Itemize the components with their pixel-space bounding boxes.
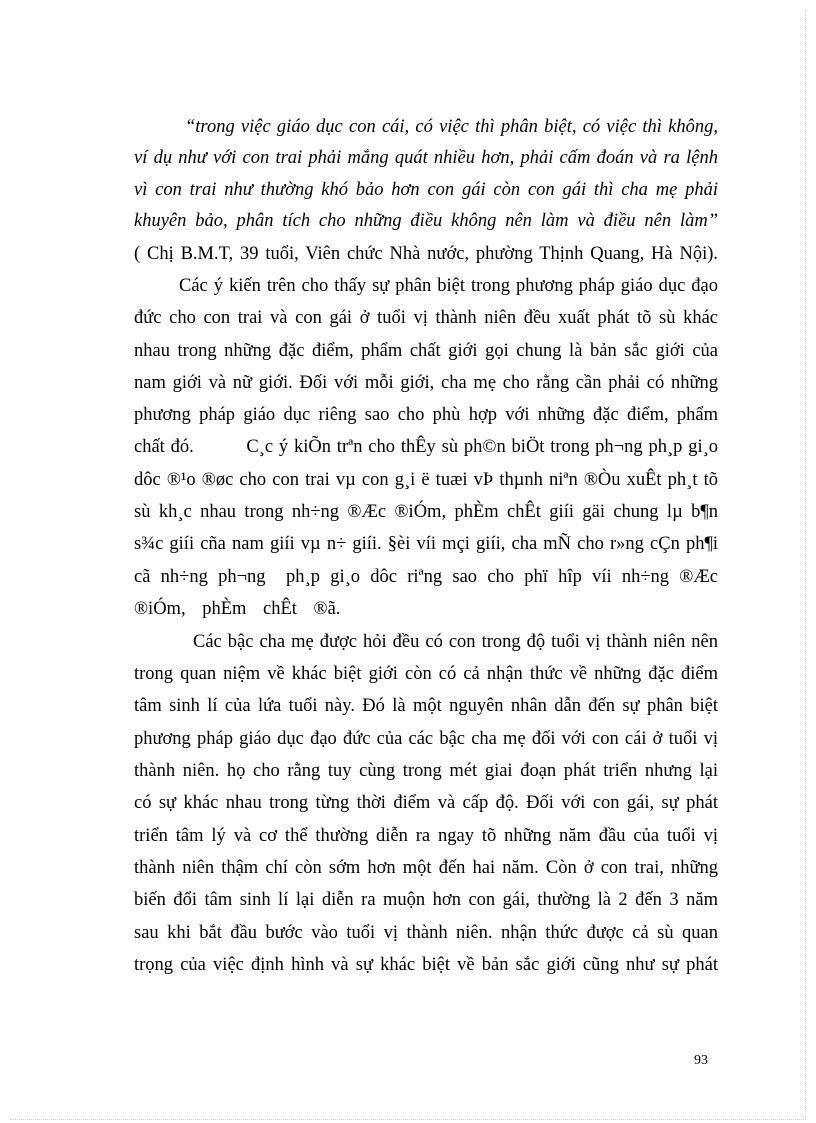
paragraph-line: phương pháp giáo dục riêng sao cho phù hợp với những đặc điểm, phẩm <box>134 405 718 425</box>
paragraph-line: tâm sinh lí của lứa tuổi này. Đó là một nguyên nhân dẫn đến sự phân biệt <box>134 696 718 716</box>
paragraph-line: nhau trong những đặc điểm, phẩm chất giới gọi chung là bản sắc giới của <box>134 341 718 361</box>
paragraph-line: trong quan niệm về khác biệt giới còn có cả nhận thức về những đặc điểm <box>134 664 718 684</box>
quote-line: ví dụ như với con trai phải mắng quát nhiều hơn, phải cấm đoán và ra lệnh <box>134 148 718 168</box>
paragraph-line: trọng của việc định hình và sự khác biệt về bản sắc giới cũng như sự phát <box>134 955 718 975</box>
paragraph-line: s¾c giíi cña nam giíi vµ n÷ giíi. §èi víi mçi giíi, cha mÑ cho r»ng cÇn ph¶i <box>134 534 718 554</box>
quote-line: vì con trai như thường khó bảo hơn con gái còn con gái thì cha mẹ phải <box>134 180 718 200</box>
paragraph-line: có sự khác nhau trong từng thời điểm và cấp độ. Đối với con gái, sự phát <box>134 793 718 813</box>
paragraph-line: Các bậc cha mẹ được hỏi đều có con trong độ tuổi vị thành niên nên <box>193 632 718 652</box>
paragraph-line: sau khi bắt đầu bước vào tuổi vị thành niên. nhận thức được cả sù quan <box>134 923 718 943</box>
paragraph-line: Các ý kiến trên cho thấy sự phân biệt trong phương pháp giáo dục đạo <box>179 276 718 296</box>
quote-source: ( Chị B.M.T, 39 tuổi, Viên chức Nhà nước, phường Thịnh Quang, Hà Nội). <box>134 244 718 264</box>
page-border-bottom <box>10 1119 806 1120</box>
paragraph-line: sù kh¸c nhau trong nh÷ng ®Æc ®iÓm, phÈm chÊt giíi gäi chung lµ b¶n <box>134 502 718 522</box>
quote-line: khuyên bảo, phân tích cho những điều không nên làm và điều nên làm” <box>134 211 718 231</box>
paragraph-line: triển tâm lý và cơ thể thường diễn ra ngay tõ những năm đầu của tuổi vị <box>134 826 718 846</box>
paragraph-line: phương pháp giáo dục đạo đức của các bậc cha mẹ đối với con cái ở tuổi vị <box>134 729 718 749</box>
paragraph-line: thành niên thậm chí còn sớm hơn một đến hai năm. Còn ở con trai, những <box>134 858 718 878</box>
paragraph-line: ®iÓm, phÈm chÊt ®ã. <box>134 599 341 619</box>
paragraph-line: cã nh÷ng ph¬ng ph¸p gi¸o dôc riªng sao cho phï hîp víi nh÷ng ®Æc <box>134 567 718 587</box>
paragraph-line: dôc ®¹o ®øc cho con trai vµ con g¸i ë tuæi vÞ thµnh niªn ®Òu xuÊt ph¸t tõ <box>134 470 718 490</box>
paragraph-line: nam giới và nữ giới. Đối với mỗi giới, cha mẹ cho rằng cần phải có những <box>134 373 718 393</box>
paragraph-line: chất đó. C¸c ý kiÕn trªn cho thÊy sù ph©n biÖt trong ph¬ng ph¸p gi¸o <box>134 437 718 457</box>
page-border-right <box>805 10 806 1120</box>
page-number: 93 <box>694 1053 708 1068</box>
quote-line: “trong việc giáo dục con cái, có việc thì phân biệt, có việc thì không, <box>185 117 718 137</box>
paragraph-line: biến đổi tâm sinh lí lại diễn ra muộn hơn con gái, thường là 2 đến 3 năm <box>134 890 718 910</box>
paragraph-line: đức cho con trai và con gái ở tuổi vị thành niên đều xuất phát tõ sù khác <box>134 308 718 328</box>
paragraph-line: thành niên. họ cho rằng tuy cùng trong mét giai đoạn phát triển nhưng lại <box>134 761 718 781</box>
